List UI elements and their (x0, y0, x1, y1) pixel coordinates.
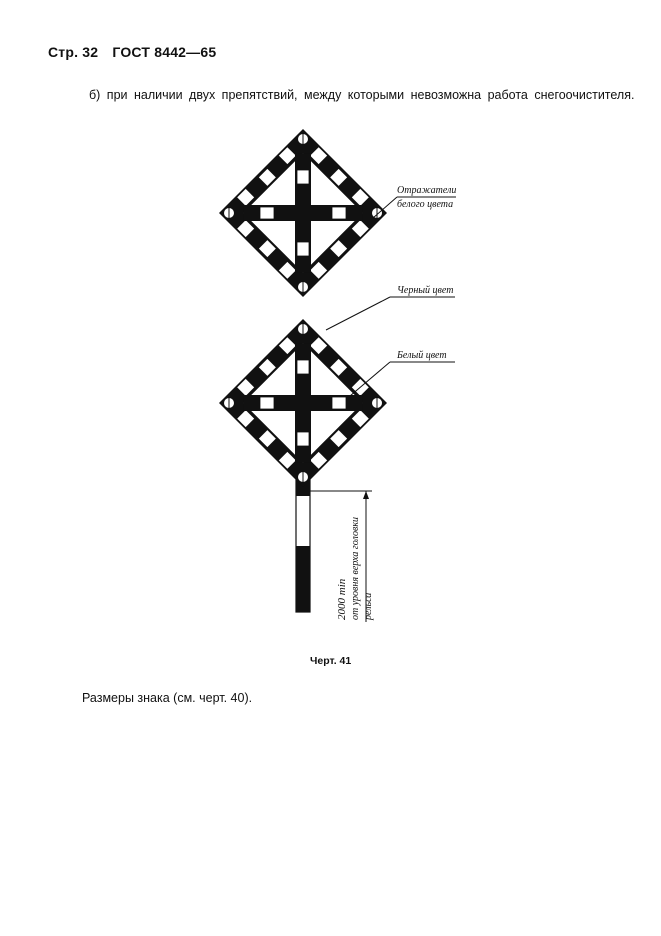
cross-white-segment (260, 397, 274, 409)
dimension-annotation (336, 517, 374, 621)
dimension-line3: рельса (363, 592, 374, 620)
label-black-color: Черный цвет (397, 285, 454, 296)
cross-white-segment (332, 207, 346, 219)
cross-white-segment (297, 432, 309, 446)
cross-white-segment (297, 170, 309, 184)
label-reflectors-line2: белого цвета (397, 199, 454, 210)
dimension-value: 2000 min (336, 578, 348, 620)
cross-white-segment (260, 207, 274, 219)
dimension-line2: от уровня верха головки (350, 516, 361, 620)
cross-white-segment (332, 397, 346, 409)
cross-white-segment (297, 360, 309, 374)
label-white-color: Белый цвет (397, 350, 447, 361)
standard-code: ГОСТ 8442—65 (112, 44, 217, 60)
figure-caption: Черт. 41 (310, 655, 352, 667)
page-number: Стр. 32 (48, 44, 99, 60)
cross-white-segment (297, 242, 309, 256)
footer-paragraph: Размеры знака (см. черт. 40). (82, 691, 253, 705)
label-reflectors-line1: Отражатели (397, 185, 457, 196)
post-stripe (296, 546, 310, 612)
sign-diamonds (219, 129, 387, 612)
intro-paragraph: б) при наличии двух препятствий, между которыми невозможна работа снегоочистителя. (89, 88, 635, 102)
